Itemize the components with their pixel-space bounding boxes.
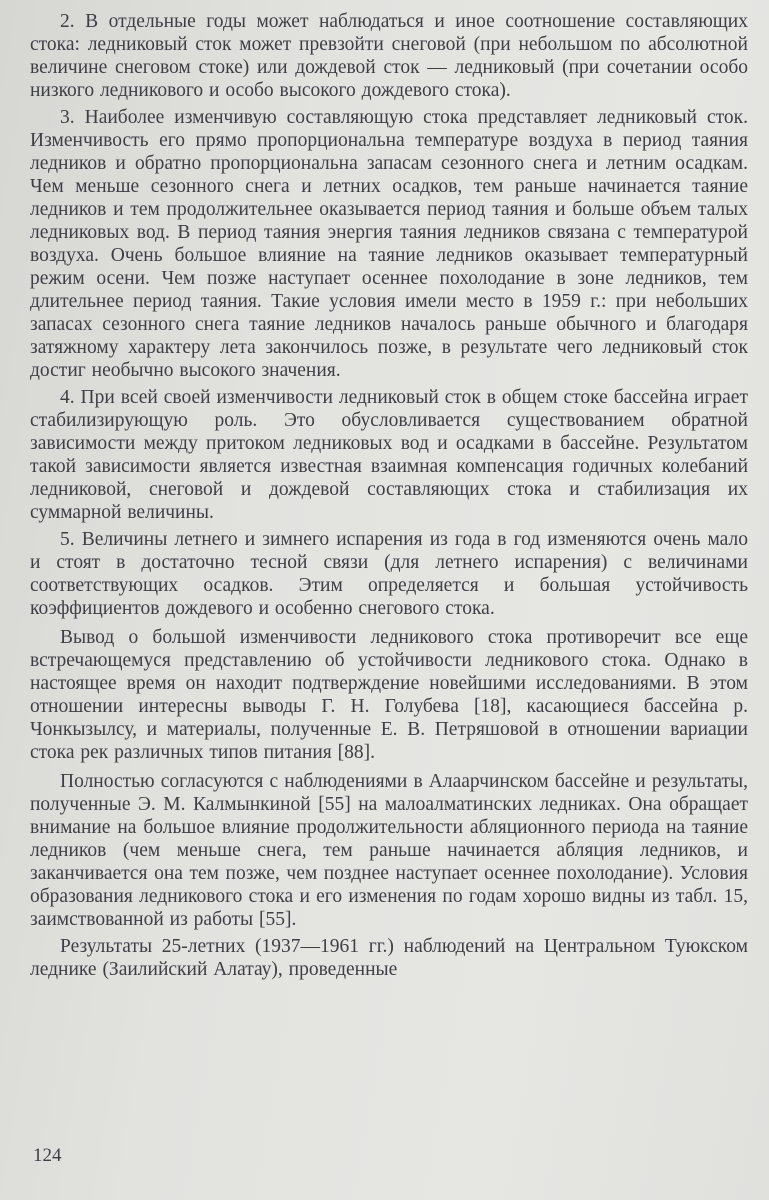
page-body [30,10,748,981]
page-number: 124 [33,1145,62,1166]
paragraph-conclusion: Вывод о большой изменчивости ледникового стока противоречит все еще встречающемуся представлению об устойчивости ледникового стока. Однако в настоящее время он находит подтверждение новейшими исследованиями. В этом отношении интересны выводы Г. Н. Голубева [18], касающиеся бассейна р. Чонкызылсу, и материалы, полученные Е. В. Петряшовой в отношении вариации стока рек различных типов питания [88]. [30,627,748,763]
paragraph-3: 3. Наиболее изменчивую составляющую стока представляет ледниковый сток. Изменчивость его прямо пропорциональна температуре воздуха в период таяния ледников и обратно пропорциональна запасам сезонного снега и летним осадкам. Чем меньше сезонного снега и летних осадков, тем раньше начинается таяние ледников и тем продолжительнее оказывается период таяния и больше объем талых ледниковых вод. В период таяния энергия таяния ледников связана с температурой воздуха. Очень большое влияние на таяние ледников оказывает температурный режим осени. Чем позже наступает осеннее похолодание в зоне ледников, тем длительнее период таяния. Такие условия имели место в 1959 г.: при небольших запасах сезонного снега таяние ледников началось раньше обычного и благодаря затяжному характеру лета закончилось позже, в результате чего ледниковый сток достиг необычно высокого значения. [30,107,748,381]
paragraph-2: 2. В отдельные годы может наблюдаться и иное соотношение составляющих стока: ледниковый сток может превзойти снеговой (при небольшом по абсолютной величине снеговом стоке) или дождевой сток — ледниковый (при сочетании особо низкого ледникового и особо высокого дождевого стока). [30,11,748,101]
paragraph-results: Результаты 25-летних (1937—1961 гг.) наблюдений на Центральном Туюкском леднике (Заилийский Алатау), проведенные [30,936,748,980]
paragraph-4: 4. При всей своей изменчивости ледниковый сток в общем стоке бассейна играет стабилизирующую роль. Это обусловливается существованием обратной зависимости между притоком ледниковых вод и осадками в бассейне. Результатом такой зависимости является известная взаимная компенсация годичных колебаний ледниковой, снеговой и дождевой составляющих стока и стабилизация их суммарной величины. [30,387,748,523]
paragraph-5: 5. Величины летнего и зимнего испарения из года в год изменяются очень мало и стоят в достаточно тесной связи (для летнего испарения) с величинами соответствующих осадков. Этим определяется и большая устойчивость коэффициентов дождевого и особенно снегового стока. [30,529,748,619]
paragraph-kalmynkina: Полностью согласуются с наблюдениями в Алаарчинском бассейне и результаты, полученные Э. М. Калмынкиной [55] на малоалматинских ледниках. Она обращает внимание на большое влияние продолжительности абляционного периода на таяние ледников (чем меньше снега, тем раньше начинается абляция ледников, и заканчивается она тем позже, чем позднее наступает осеннее похолодание). Условия образования ледникового стока и его изменения по годам хорошо видны из табл. 15, заимствованной из работы [55]. [30,771,748,930]
